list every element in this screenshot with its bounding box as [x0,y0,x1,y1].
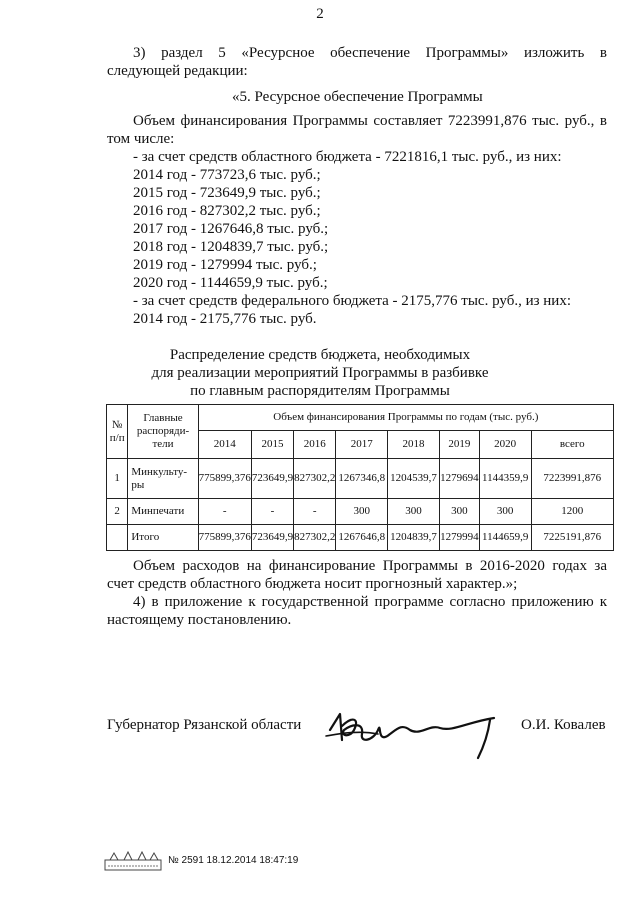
row-value: 300 [439,499,479,525]
regional-year-2015: 2015 год - 723649,9 тыс. руб.; [133,185,321,201]
table-row [107,499,614,525]
row-value: 1267646,8 [336,525,388,551]
row-value: 827302,2 [294,459,336,499]
row-value: 1144659,9 [479,525,531,551]
signature-name: О.И. Ковалев [521,717,606,733]
row-value: 300 [388,499,440,525]
row-value: 723649,9 [251,459,293,499]
row-value: - [198,499,251,525]
row-value: 723649,9 [251,525,293,551]
header-year: 2015 [251,431,293,459]
regional-year-2020: 2020 год - 1144659,9 тыс. руб.; [133,275,328,291]
header-year: 2020 [479,431,531,459]
note-line2: счет средств областного бюджета носит прогнозный характер.»; [107,576,518,592]
handwritten-signature-icon [318,700,508,760]
row-value: 7223991,876 [531,459,613,499]
row-value: 775899,376 [198,459,251,499]
federal-year-2014: 2014 год - 2175,776 тыс. руб. [133,311,317,327]
row-num [107,525,128,551]
document-stamp: № 2591 18.12.2014 18:47:19 [168,855,299,866]
row-value: 1267346,8 [336,459,388,499]
table-title-line1: Распределение средств бюджета, необходимых [169,347,471,363]
table-title-line3: по главным распорядителям Программы [190,383,450,399]
note-line1: Объем расходов на финансирование Программы в 2016-2020 годах за [133,558,607,574]
row-value: 7225191,876 [531,525,613,551]
regional-year-2016: 2016 год - 827302,2 тыс. руб.; [133,203,321,219]
regional-year-2019: 2019 год - 1279994 тыс. руб.; [133,257,317,273]
row-value: 300 [336,499,388,525]
row-value: 1144359,9 [479,459,531,499]
signature-position: Губернатор Рязанской области [107,717,302,733]
row-value: 827302,2 [294,525,336,551]
item4-line2: настоящему постановлению. [107,612,292,628]
item4-line1: 4) в приложение к государственной программе согласно приложению к [133,594,607,610]
row-name: Итого [128,525,198,551]
header-year: 2018 [388,431,440,459]
header-year: 2014 [198,431,251,459]
table-row-total [107,525,614,551]
table-title-line2: для реализации мероприятий Программы в разбивке [151,365,489,381]
header-year: 2019 [439,431,479,459]
funding-line1: Объем финансирования Программы составляет 7223991,876 тыс. руб., в [133,113,607,129]
row-value: 1279694 [439,459,479,499]
row-value: 1204839,7 [388,525,440,551]
row-num: 2 [107,499,128,525]
federal-budget-header: - за счет средств федерального бюджета - 2175,776 тыс. руб., из них: [133,293,572,309]
header-funding-volume: Объем финансирования Программы по годам (тыс. руб.) [198,405,613,431]
row-value: 1200 [531,499,613,525]
page-number: 2 [316,6,324,22]
row-value: - [251,499,293,525]
government-emblem-icon [104,850,162,874]
table-row [107,459,614,499]
regional-year-2014: 2014 год - 773723,6 тыс. руб.; [133,167,321,183]
header-main-managers: Главные распоряди- тели [128,405,198,459]
funding-line2: том числе: [107,131,175,147]
funding-table [106,404,614,551]
row-num: 1 [107,459,128,499]
regional-budget-header: - за счет средств областного бюджета - 7221816,1 тыс. руб., из них: [133,149,562,165]
row-value: 300 [479,499,531,525]
header-year: 2016 [294,431,336,459]
regional-year-2017: 2017 год - 1267646,8 тыс. руб.; [133,221,329,237]
header-year: 2017 [336,431,388,459]
row-name: Минпечати [128,499,198,525]
header-num: № п/п [107,405,128,459]
row-value: - [294,499,336,525]
item3-line1: 3) раздел 5 «Ресурсное обеспечение Программы» изложить в [133,45,607,61]
item3-line2: следующей редакции: [107,63,248,79]
row-value: 1279994 [439,525,479,551]
section-title: «5. Ресурсное обеспечение Программы [232,89,483,105]
row-value: 775899,376 [198,525,251,551]
header-total: всего [531,431,613,459]
row-value: 1204539,7 [388,459,440,499]
row-name: Минкульту- ры [128,459,198,499]
regional-year-2018: 2018 год - 1204839,7 тыс. руб.; [133,239,329,255]
